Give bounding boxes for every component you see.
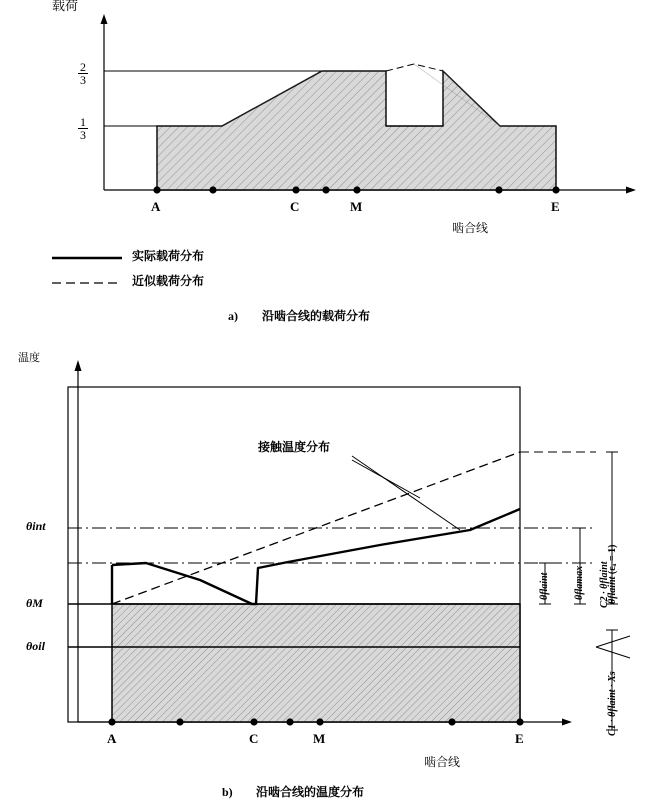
figure-a-y-tick-two-thirds-den: 3 (80, 73, 86, 87)
figure-b-y-label-theta-int (26, 520, 46, 532)
figure-a-y-tick-one-third-den: 3 (80, 128, 86, 142)
figure-b-x-tick-c: C (249, 731, 259, 746)
figure-b-x-axis-label: 啮合线 (424, 755, 461, 769)
figure-b-annotation: 接触温度分布 (258, 440, 331, 454)
figure-b-y-label-theta-m (26, 597, 43, 609)
figure-b-y-label-theta-oil-text: θoil (26, 639, 45, 653)
figure-b-x-tick-m: M (313, 731, 326, 746)
figure-b-annotation-leaders (352, 456, 460, 530)
figure-a-legend-label-actual: 实际载荷分布 (132, 249, 205, 263)
figure-a-y-tick-one-third-num: 1 (80, 115, 86, 129)
figure-b-right-label-flamax-ea-main: θflaint (607, 576, 618, 604)
figure-b-caption-text: 沿啮合线的温度分布 (256, 785, 365, 799)
figure-a-x-tick-m: M (350, 199, 363, 214)
figure-b-y-label-theta-m-text: θM (26, 596, 43, 610)
figure-b-right-label-c2: C2 · θflaint (599, 561, 610, 608)
figure-b-right-label-flaint: θflaint (539, 572, 550, 600)
figure-b-caption-index: b) (222, 785, 233, 799)
figure-b-bulk-band (68, 604, 520, 722)
figure-b-y-label-theta-oil (26, 640, 45, 652)
figure-b-contact-temperature-curve (112, 509, 520, 604)
figure-b-y-axis-label: 温度 (18, 351, 40, 364)
figure-b-right-label-flamax: θflamax (574, 565, 585, 600)
figure-a-x-tick-e: E (551, 199, 560, 214)
figure-b-reference-lines (68, 528, 596, 563)
figure-a-y-axis-label: 载荷 (52, 0, 79, 14)
figure-a-y-tick-two-thirds-num: 2 (80, 60, 86, 74)
figure-b-approx-line (112, 452, 596, 604)
figure-b-x-tick-e: E (515, 731, 524, 746)
figure-b-right-label-c1: C1 · θflaint · Xs (607, 671, 618, 736)
figure-b-y-label-theta-int-text: θint (26, 519, 46, 533)
figure-a-caption-text: 沿啮合线的载荷分布 (262, 309, 371, 323)
figure-a-legend-label-approx: 近似载荷分布 (132, 274, 205, 288)
figure-a-caption-index: a) (228, 309, 238, 323)
figure-a-x-tick-a: A (151, 199, 161, 214)
figure-a-x-axis-label: 啮合线 (452, 221, 489, 235)
figure-a-x-tick-c: C (290, 199, 300, 214)
figure-b-right-label-flamax-ea-suffix: (εₐ = 1) (607, 544, 618, 575)
figure-b-x-tick-a: A (107, 731, 117, 746)
